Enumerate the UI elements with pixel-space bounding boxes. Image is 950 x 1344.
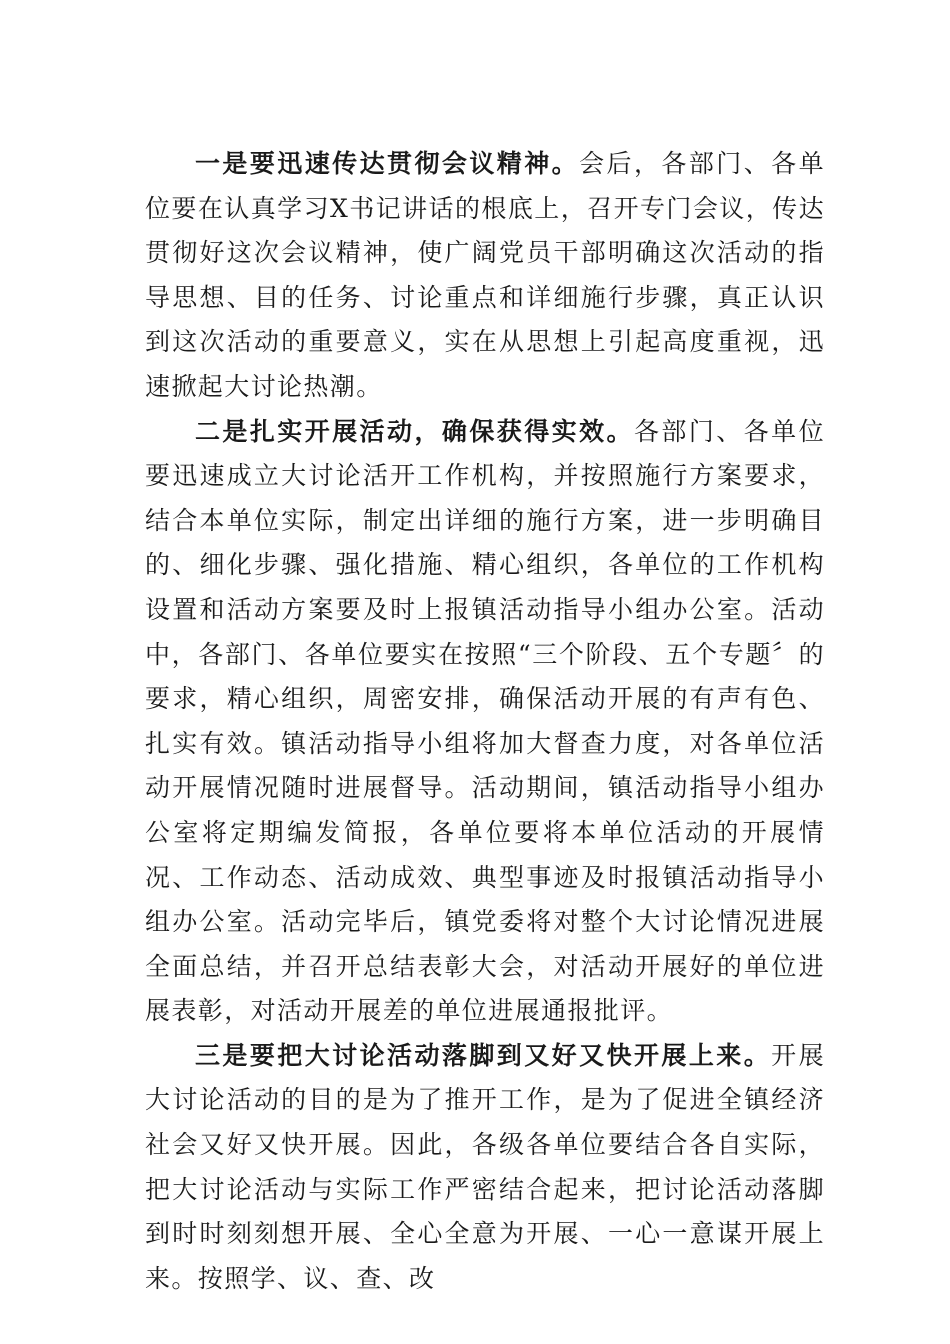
document-body	[145, 142, 825, 1301]
paragraph-3-text: 开展大讨论活动的目的是为了推开工作，是为了促进全镇经济社会又好又快开展。因此，各级各单位要结合各自实际，把大讨论活动与实际工作严密结合起来，把讨论活动落脚到时时刻刻想开展、全心全意为开展、一心一意谋开展上来。按照学、议、查、改	[145, 1040, 825, 1293]
paragraph-1-heading: 一是要迅速传达贯彻会议精神。	[195, 149, 580, 178]
paragraph-2-heading: 二是扎实开展活动，确保获得实效。	[195, 416, 634, 446]
paragraph-2-text: 各部门、各单位要迅速成立大讨论活开工作机构，并按照施行方案要求，结合本单位实际，制定出详细的施行方案，进一步明确目的、细化步骤、强化措施、精心组织，各单位的工作机构设置和活动方案要及时上报镇活动指导小组办公室。活动中，各部门、各单位要实在按照“三个阶段、五个专题〞的要求，精心组织，周密安排，确保活动开展的有声有色、扎实有效。镇活动指导小组将加大督查力度，对各单位活动开展情况随时进展督导。活动期间，镇活动指导小组办公室将定期编发简报，各单位要将本单位活动的开展情况、工作动态、活动成效、典型事迹及时报镇活动指导小组办公室。活动完毕后，镇党委将对整个大讨论情况进展全面总结，并召开总结表彰大会，对活动开展好的单位进展表彰，对活动开展差的单位进展通报批评。	[145, 416, 825, 1026]
paragraph-1	[145, 142, 825, 410]
paragraph-3	[145, 1034, 825, 1302]
paragraph-2	[145, 410, 825, 1034]
paragraph-1-text: 会后，各部门、各单位要在认真学习X书记讲话的根底上，召开专门会议，传达贯彻好这次会议精神，使广阔党员干部明确这次活动的指导思想、目的任务、讨论重点和详细施行步骤，真正认识到这次活动的重要意义，实在从思想上引起高度重视，迅速掀起大讨论热潮。	[145, 149, 825, 401]
paragraph-3-heading: 三是要把大讨论活动落脚到又好又快开展上来。	[195, 1040, 772, 1070]
